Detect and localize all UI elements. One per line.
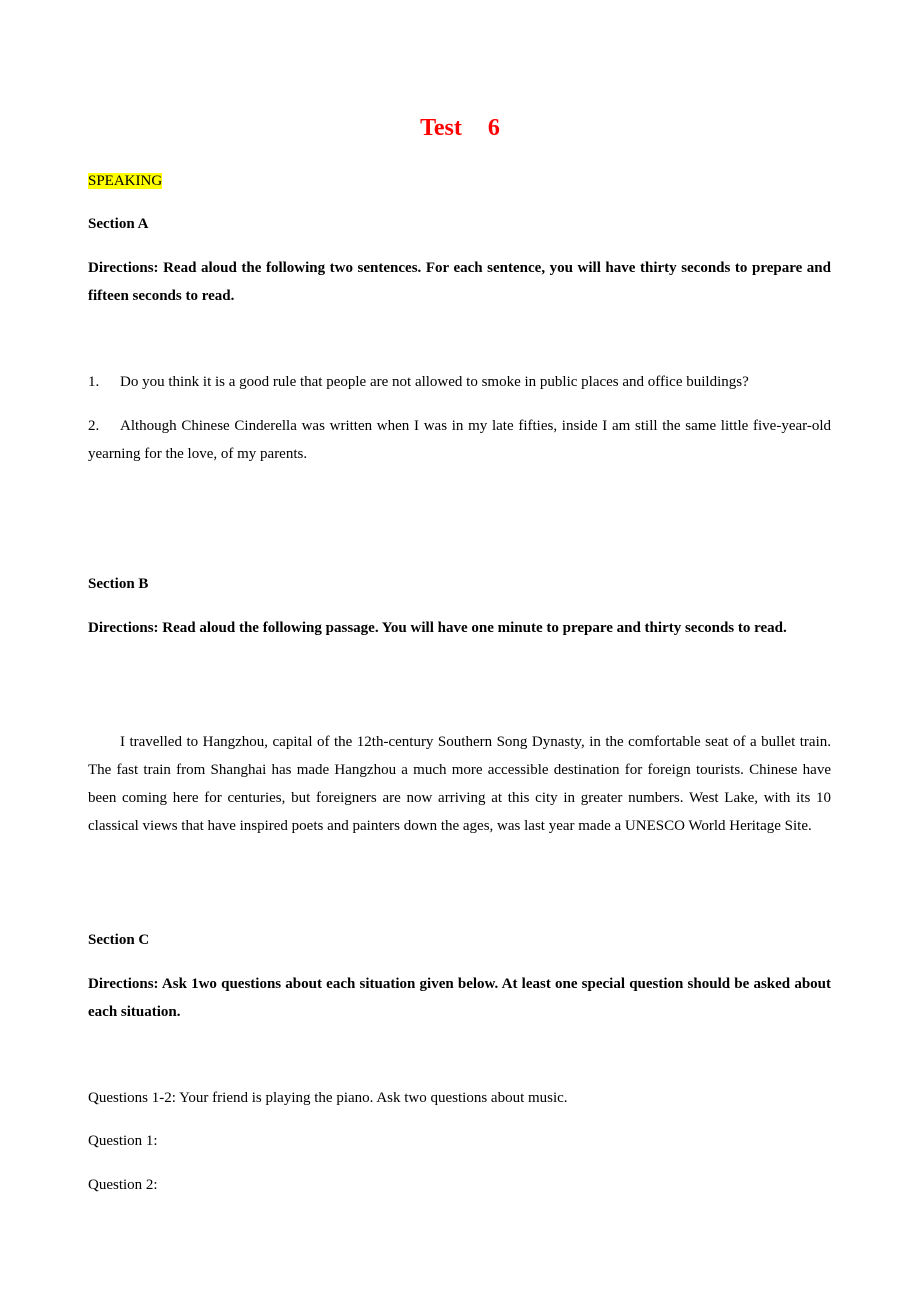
section-a-heading: Section A (88, 216, 149, 232)
section-b-heading: Section B (88, 576, 149, 592)
page-title (0, 112, 920, 144)
speaking-label (88, 167, 162, 195)
section-b-directions: Directions: Read aloud the following passage. You will have one minute to prepare and thirty seconds to read. (88, 620, 787, 636)
section-b-passage: I travelled to Hangzhou, capital of the 12th-century Southern Song Dynasty, in the comfortable seat of a bullet train. The fast train from Shanghai has made Hangzhou a much more accessible destination for foreign tourists. Chinese have been coming here for centuries, but foreigners are now arriving at this city in greater numbers. West Lake, with its 10 classical views that have inspired poets and painters down the ages, was last year made a UNESCO World Heritage Site. (88, 734, 831, 834)
speaking-highlight: SPEAKING (88, 173, 163, 189)
list-item (88, 412, 831, 468)
section-a-directions: Directions: Read aloud the following two sentences. For each sentence, you will have thirty seconds to prepare and fifteen seconds to read. (88, 260, 831, 304)
item-number: 2. (88, 418, 100, 434)
list-item (88, 368, 831, 396)
title-word: Test (420, 115, 462, 141)
section-c-directions: Directions: Ask 1wo questions about each situation given below. At least one special question should be asked about each situation. (88, 976, 831, 1020)
title-number: 6 (487, 115, 500, 141)
question-2-label: Question 2: (88, 1177, 158, 1193)
item-text: Although Chinese Cinderella was written when I was in my late fifties, inside I am still the same little five-year-old yearning for the love, of my parents. (88, 418, 831, 462)
situation-text: Questions 1-2: Your friend is playing the piano. Ask two questions about music. (88, 1090, 568, 1106)
section-c-heading: Section C (88, 932, 150, 948)
question-1-label: Question 1: (88, 1133, 158, 1149)
item-number: 1. (88, 374, 100, 390)
item-text: Do you think it is a good rule that people are not allowed to smoke in public places and office buildings? (120, 374, 749, 390)
